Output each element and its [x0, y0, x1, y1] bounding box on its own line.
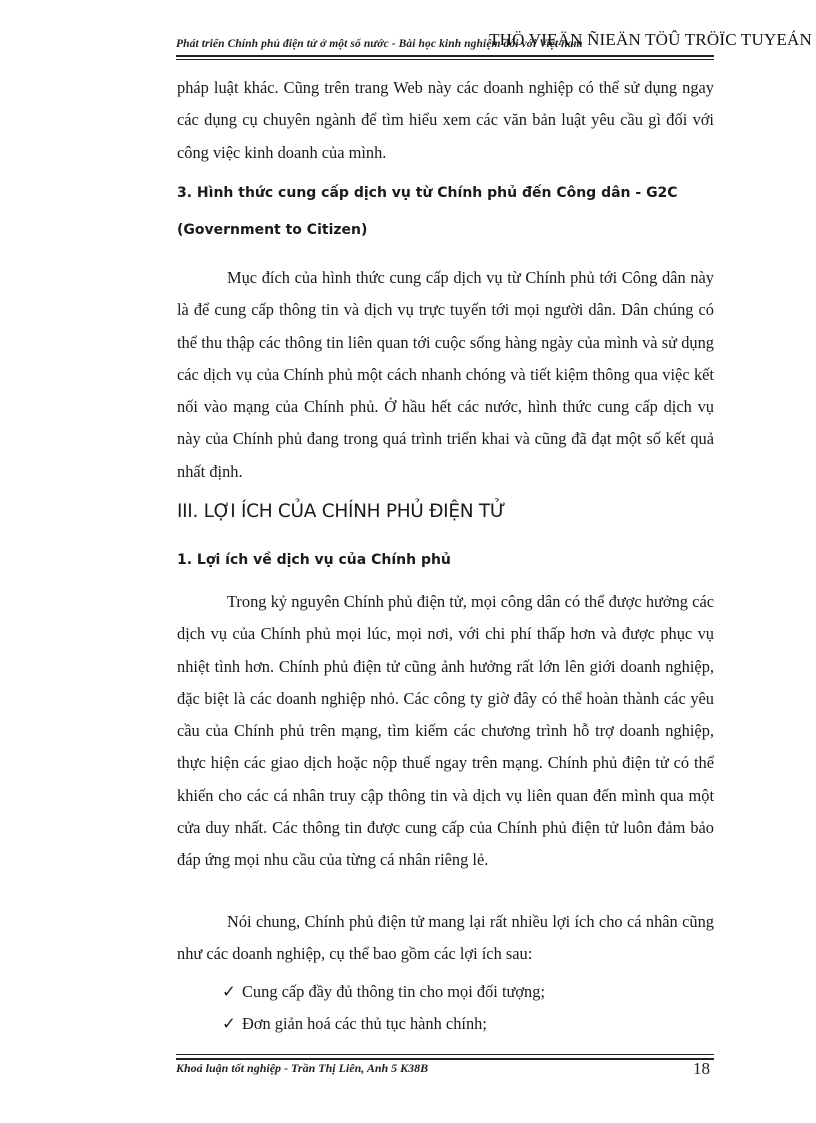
page-number: 18: [693, 1059, 710, 1078]
footer-author: Khoá luận tốt nghiệp - Trần Thị Liên, Anh 5 K38B: [176, 1061, 429, 1075]
bullet-text: Đơn giản hoá các thủ tục hành chính;: [242, 1014, 487, 1033]
header-rule: [176, 55, 714, 57]
checkmark-icon: ✓: [222, 1014, 236, 1033]
running-title: Phát triển Chính phủ điện tử ở một số nước - Bài học kinh nghiệm đối với Việt nam: [176, 38, 583, 50]
bullet-item: [222, 1014, 487, 1034]
bullet-item: [222, 982, 545, 1002]
subheading-service-benefits: 1. Lợi ích về dịch vụ của Chính phủ: [177, 552, 451, 568]
heading-g2c: 3. Hình thức cung cấp dịch vụ từ Chính phủ đến Công dân - G2C: [177, 185, 678, 201]
paragraph-text: Nói chung, Chính phủ điện tử mang lại rất nhiều lợi ích cho cá nhân cũng như các doanh nghiệp, cụ thể bao gồm các lợi ích sau:: [177, 912, 714, 964]
paragraph-egov-era: [177, 586, 714, 877]
checkmark-icon: ✓: [222, 982, 236, 1001]
header-rule-thin: [176, 59, 714, 60]
bullet-text: Cung cấp đầy đủ thông tin cho mọi đối tượng;: [242, 982, 545, 1001]
heading-g2c-subtitle: (Government to Citizen): [177, 222, 368, 238]
paragraph-text: Mục đích của hình thức cung cấp dịch vụ từ Chính phủ tới Công dân này là để cung cấp thông tin và dịch vụ trực tuyến tới mọi người dân. Dân chúng có thể thu thập các thông tin liên quan tới cuộc sống hàng ngày của mình và sử dụng các dịch vụ của Chính phủ một cách nhanh chóng và tiết kiệm thông qua việc kết nối vào mạng của Chính phủ. Ở hầu hết các nước, hình thức cung cấp dịch vụ này của Chính phủ đang trong quá trình triển khai và cũng đã đạt một số kết quả nhất định.: [177, 268, 714, 481]
section-heading-iii: III. LỢI ÍCH CỦA CHÍNH PHỦ ĐIỆN TỬ: [177, 501, 506, 522]
footer-rule: [176, 1058, 714, 1060]
paragraph-g2c: [177, 262, 714, 488]
paragraph-text: Trong kỷ nguyên Chính phủ điện tử, mọi công dân có thể được hưởng các dịch vụ của Chính phủ mọi lúc, mọi nơi, với chi phí thấp hơn và được phục vụ nhiệt tình hơn. Chính phủ điện tử cũng ảnh hưởng rất lớn lên giới doanh nghiệp, đặc biệt là các doanh nghiệp nhỏ. Các công ty giờ đây có thể hoàn thành các yêu cầu của Chính phủ trên mạng, tìm kiếm các chương trình hỗ trợ doanh nghiệp, thực hiện các giao dịch hoặc nộp thuế ngay trên mạng. Chính phủ điện tử có thể khiến cho các cá nhân truy cập thông tin và dịch vụ liên quan đến mình qua một cửa duy nhất. Các thông tin được cung cấp của Chính phủ điện tử luôn đảm bảo đáp ứng mọi nhu cầu của từng cá nhân riêng lẻ.: [177, 592, 714, 870]
footer-rule-thin: [176, 1054, 714, 1055]
paragraph-text: pháp luật khác. Cũng trên trang Web này các doanh nghiệp có thể sử dụng ngay các dụng cụ chuyên ngành để tìm hiểu xem các văn bản luật yêu cầu gì đối với công việc kinh doanh của mình.: [177, 78, 714, 162]
library-watermark: THÖ VIEÄN ÑIEÄN TÖÛ TRÖÏC TUYEÁN: [489, 30, 812, 49]
paragraph-benefits-intro: [177, 906, 714, 971]
paragraph-continuation: [177, 72, 714, 169]
